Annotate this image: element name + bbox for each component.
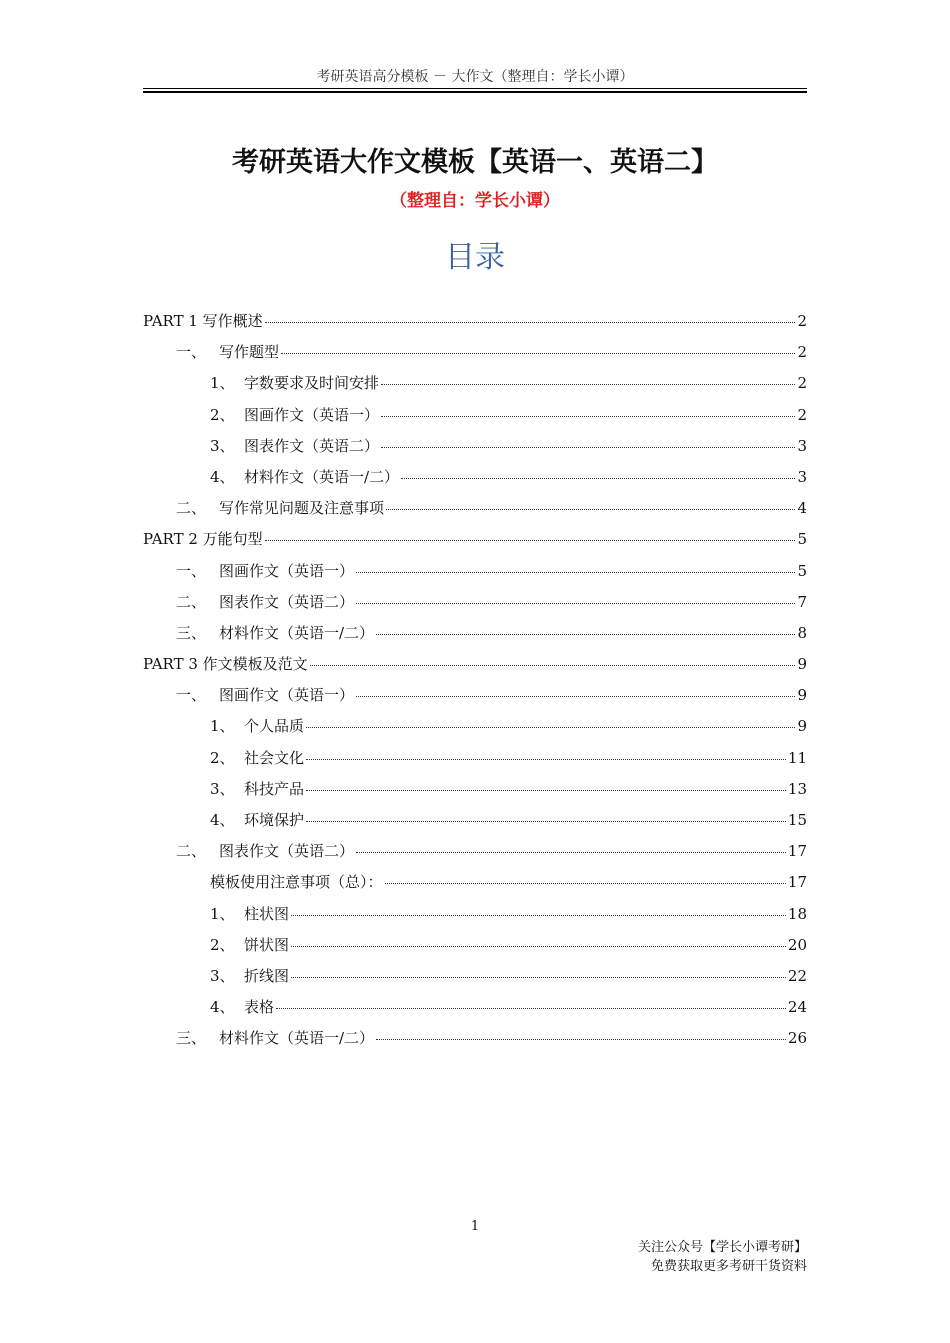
toc-entry-label: 表格 [244, 998, 275, 1017]
toc-entry-number: 三、 [176, 623, 207, 642]
toc-entry-number: 三、 [176, 1029, 207, 1048]
toc-leader-dots [356, 557, 795, 573]
toc-entry-number: 4、 [210, 998, 235, 1017]
toc-entry-number: 1、 [210, 374, 235, 393]
toc-entry[interactable] [143, 372, 807, 403]
toc-entry-number: 2、 [210, 748, 235, 767]
toc-entry[interactable] [143, 591, 807, 622]
toc-leader-dots [376, 1024, 786, 1040]
toc-entry[interactable] [143, 965, 807, 996]
header-rule-thin [143, 88, 807, 89]
toc-entry-label: 图画作文（英语一） [219, 561, 355, 580]
toc-heading: 目录 [445, 240, 505, 275]
toc-leader-dots [306, 712, 795, 728]
toc-entry[interactable] [143, 778, 807, 809]
toc-entry[interactable] [143, 871, 807, 902]
toc-entry-page: 20 [787, 935, 807, 954]
toc-entry[interactable] [143, 560, 807, 591]
toc-entry-label: 图画作文（英语一） [244, 405, 380, 424]
toc-entry[interactable] [143, 497, 807, 528]
table-of-contents [143, 310, 807, 1059]
toc-entry-page: 15 [787, 811, 807, 829]
toc-entry[interactable] [143, 435, 807, 466]
toc-entry-page: 9 [797, 686, 807, 705]
document-title: 考研英语大作文模板【英语一、英语二】 [232, 147, 718, 178]
toc-entry-label: 饼状图 [244, 935, 290, 954]
toc-entry-label: 图画作文（英语一） [219, 686, 355, 705]
toc-entry-number: 3、 [210, 779, 235, 798]
toc-entry-number: 4、 [210, 467, 235, 486]
toc-leader-dots [356, 588, 795, 604]
toc-entry-label: 个人品质 [244, 717, 305, 736]
toc-entry-part3[interactable] [143, 653, 807, 684]
toc-leader-dots [381, 369, 795, 385]
toc-entry-label: 写作题型 [219, 343, 280, 362]
toc-entry-page: 5 [797, 530, 807, 549]
toc-entry-label: PART 1 写作概述 [143, 312, 263, 330]
toc-leader-dots [381, 401, 795, 417]
toc-entry-number: 3、 [210, 436, 235, 455]
toc-entry-page: 2 [797, 312, 807, 330]
toc-entry-number: 二、 [176, 592, 207, 611]
toc-entry-label: 模板使用注意事项（总）： [210, 873, 383, 892]
toc-entry-label: 环境保护 [244, 811, 305, 829]
toc-entry[interactable] [143, 934, 807, 965]
toc-entry-page: 3 [797, 436, 807, 455]
toc-entry-number: 2、 [210, 935, 235, 954]
toc-entry-page: 24 [787, 998, 807, 1017]
toc-entry[interactable] [143, 715, 807, 746]
toc-entry-page: 2 [797, 343, 807, 362]
header-rule-thick [143, 91, 807, 93]
toc-entry-label: 字数要求及时间安排 [244, 374, 380, 393]
toc-entry-page: 9 [797, 717, 807, 736]
toc-entry-page: 4 [797, 499, 807, 518]
toc-entry-number: 2、 [210, 405, 235, 424]
toc-entry[interactable] [143, 903, 807, 934]
toc-leader-dots [356, 681, 795, 697]
toc-leader-dots [306, 775, 786, 791]
toc-entry-number: 3、 [210, 966, 235, 985]
toc-entry-page: 13 [787, 779, 807, 798]
toc-leader-dots [386, 494, 795, 510]
toc-entry-page: 2 [797, 374, 807, 393]
toc-entry[interactable] [143, 404, 807, 435]
toc-entry-page: 18 [787, 904, 807, 923]
toc-entry-number: 一、 [176, 561, 207, 580]
document-subtitle: （整理自：学长小谭） [390, 191, 560, 211]
toc-entry[interactable] [143, 622, 807, 653]
toc-entry-number: 一、 [176, 343, 207, 362]
toc-leader-dots [385, 868, 786, 884]
toc-entry-number: 二、 [176, 499, 207, 518]
toc-entry-label: 社会文化 [244, 748, 305, 767]
toc-entry-page: 2 [797, 405, 807, 424]
toc-entry-number: 1、 [210, 904, 235, 923]
toc-entry-label: 折线图 [244, 966, 290, 985]
toc-entry-part2[interactable] [143, 528, 807, 559]
toc-entry-page: 11 [787, 748, 807, 767]
toc-leader-dots [376, 619, 795, 635]
toc-entry[interactable] [143, 747, 807, 778]
toc-entry-page: 3 [797, 467, 807, 486]
footer-promo [638, 1238, 807, 1276]
toc-entry-page: 26 [787, 1029, 807, 1048]
toc-leader-dots [306, 744, 786, 760]
toc-entry[interactable] [143, 840, 807, 871]
toc-entry-number: 二、 [176, 842, 207, 861]
toc-entry[interactable] [143, 996, 807, 1027]
toc-entry-number: 一、 [176, 686, 207, 705]
toc-entry-label: 材料作文（英语一/二） [219, 623, 375, 642]
footer-promo-line1: 关注公众号【学长小谭考研】 [637, 1240, 807, 1255]
toc-leader-dots [291, 962, 786, 978]
toc-entry-page: 5 [797, 561, 807, 580]
toc-entry-page: 17 [787, 873, 807, 892]
toc-leader-dots [381, 432, 795, 448]
toc-entry-number: 4、 [210, 811, 235, 829]
toc-entry[interactable] [143, 684, 807, 715]
toc-entry[interactable] [143, 341, 807, 372]
toc-entry-label: 材料作文（英语一/二） [219, 1029, 375, 1048]
toc-entry-label: 图表作文（英语二） [219, 592, 355, 611]
toc-entry-label: PART 3 作文模板及范文 [143, 655, 308, 674]
toc-entry-number: 1、 [210, 717, 235, 736]
toc-leader-dots [291, 931, 786, 947]
toc-entry-page: 8 [797, 623, 807, 642]
toc-entry-label: 柱状图 [244, 904, 290, 923]
toc-leader-dots [276, 993, 786, 1009]
page-number: 1 [470, 1219, 480, 1234]
toc-entry[interactable] [143, 1027, 807, 1058]
footer-promo-line2: 免费获取更多考研干货资料 [650, 1259, 807, 1274]
toc-entry-page: 22 [787, 966, 807, 985]
toc-entry-page: 9 [797, 655, 807, 674]
toc-leader-dots [265, 525, 795, 541]
toc-entry-label: 图表作文（英语二） [219, 842, 355, 861]
toc-entry-label: PART 2 万能句型 [143, 530, 263, 549]
toc-leader-dots [306, 806, 786, 822]
toc-leader-dots [356, 837, 786, 853]
toc-entry-page: 7 [797, 592, 807, 611]
toc-leader-dots [310, 650, 795, 666]
toc-entry-part1[interactable] [143, 310, 807, 341]
toc-entry-page: 17 [787, 842, 807, 861]
toc-leader-dots [401, 463, 795, 479]
toc-entry[interactable] [143, 809, 807, 840]
toc-entry-label: 材料作文（英语一/二） [244, 467, 400, 486]
toc-entry-label: 图表作文（英语二） [244, 436, 380, 455]
toc-leader-dots [265, 307, 795, 323]
toc-entry-label: 写作常见问题及注意事项 [219, 499, 385, 518]
toc-leader-dots [281, 338, 795, 354]
toc-leader-dots [291, 900, 786, 916]
toc-entry[interactable] [143, 466, 807, 497]
toc-entry-label: 科技产品 [244, 779, 305, 798]
running-header: 考研英语高分模板 － 大作文（整理自：学长小谭） [316, 69, 634, 85]
